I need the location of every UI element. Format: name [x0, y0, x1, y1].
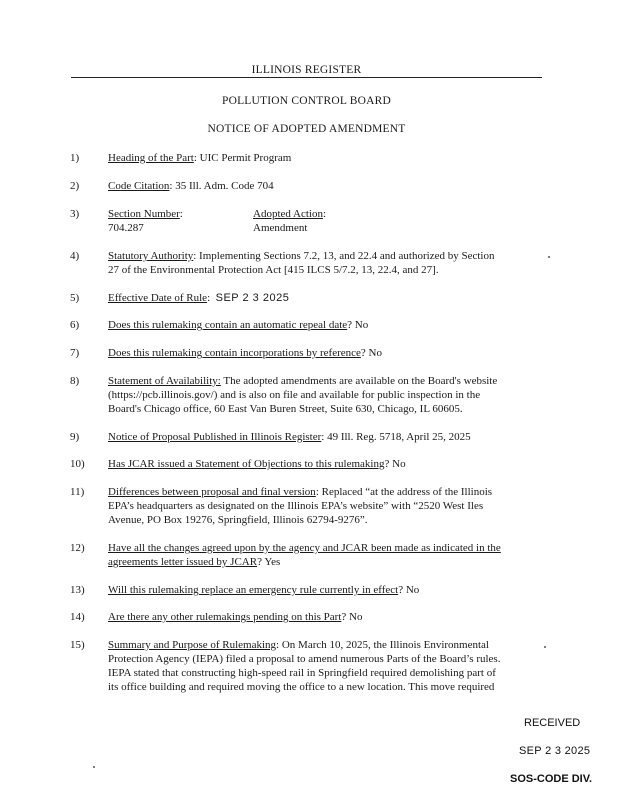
item-number: 5)	[70, 292, 80, 304]
item-number: 1)	[70, 152, 80, 164]
item-value: ? Yes	[257, 556, 281, 568]
item-value: ? No	[398, 584, 420, 596]
item-label: Statement of Availability:	[108, 375, 221, 387]
scan-speck	[93, 766, 95, 768]
item-text: Avenue, PO Box 19276, Springfield, Illinois 62794-9276”.	[108, 514, 368, 526]
adopted-action-label: Adopted Action	[253, 208, 323, 220]
received-stamp-date: SEP 2 3 2025	[519, 745, 591, 757]
section-number-value: 704.287	[108, 222, 144, 234]
colon: :	[322, 208, 327, 220]
item-summary	[70, 638, 550, 696]
item-text: EPA’s headquarters as designated on the Illinois EPA’s website” with “2520 West Iles	[108, 500, 484, 512]
item-value: : 35 Ill. Adm. Code 704	[169, 180, 274, 192]
item-number: 6)	[70, 319, 80, 331]
item-value: : UIC Permit Program	[193, 152, 292, 164]
register-title: ILLINOIS REGISTER	[251, 64, 362, 76]
item-value: : 49 Ill. Reg. 5718, April 25, 2025	[321, 431, 471, 443]
item-label: Heading of the Part	[108, 152, 194, 164]
item-text: (https://pcb.illinois.gov/) and is also on file and available for public inspection in the	[108, 389, 481, 401]
item-number: 14)	[70, 611, 85, 623]
effective-date-stamp: SEP 2 3 2025	[215, 292, 290, 304]
item-number: 2)	[70, 180, 80, 192]
item-jcar-changes	[70, 541, 550, 571]
item-number: 7)	[70, 347, 80, 359]
item-text: 27 of the Environmental Protection Act [415 ILCS 5/7.2, 13, 22.4, and 27].	[108, 264, 439, 276]
received-stamp-division: SOS-CODE DIV.	[510, 773, 593, 785]
item-value: ? No	[360, 347, 382, 359]
item-value: ? No	[341, 611, 363, 623]
scan-speck	[548, 256, 550, 258]
item-text: Protection Agency (IEPA) filed a proposal to amend numerous Parts of the Board’s rules.	[108, 653, 501, 665]
item-text: Board's Chicago office, 60 East Van Buren Street, Suite 630, Chicago, IL 60605.	[108, 403, 463, 415]
item-text: IEPA stated that constructing high-speed rail in Springfield required demolishing part of	[108, 667, 496, 679]
item-number: 9)	[70, 431, 80, 443]
board-name: POLLUTION CONTROL BOARD	[221, 95, 391, 107]
item-label: Has JCAR issued a Statement of Objections to this rulemaking	[108, 458, 385, 470]
item-label: Effective Date of Rule	[108, 292, 208, 304]
item-label: Does this rulemaking contain an automatic repeal date	[108, 319, 348, 331]
item-availability	[70, 374, 550, 418]
item-label: Notice of Proposal Published in Illinois Register	[108, 431, 322, 443]
item-text: : On March 10, 2025, the Illinois Environmental	[276, 639, 489, 651]
item-label: Statutory Authority	[108, 250, 194, 262]
item-text: : Implementing Sections 7.2, 13, and 22.4 and authorized by Section	[193, 250, 495, 262]
item-number: 12)	[70, 542, 85, 554]
item-number: 8)	[70, 375, 80, 387]
item-value: ? No	[384, 458, 406, 470]
item-section-number	[70, 207, 550, 237]
notice-title: NOTICE OF ADOPTED AMENDMENT	[207, 123, 406, 135]
adopted-action-value: Amendment	[253, 222, 308, 234]
colon: :	[207, 292, 211, 304]
section-number-label: Section Number	[108, 208, 180, 220]
item-number: 13)	[70, 584, 85, 596]
item-label: Does this rulemaking contain incorporations by reference	[108, 347, 361, 359]
item-label: Code Citation	[108, 180, 170, 192]
item-label: Will this rulemaking replace an emergency rule currently in effect	[108, 584, 399, 596]
received-stamp-label: RECEIVED	[524, 717, 581, 729]
header-rule	[71, 77, 542, 78]
item-label: Have all the changes agreed upon by the agency and JCAR been made as indicated in the	[108, 542, 501, 554]
item-number: 10)	[70, 458, 85, 470]
item-number: 15)	[70, 639, 85, 651]
item-value: ? No	[347, 319, 369, 331]
item-number: 3)	[70, 208, 80, 220]
item-number: 4)	[70, 250, 80, 262]
item-text: its office building and required moving the office to a new location. This move required	[108, 681, 495, 693]
item-statutory-authority	[70, 249, 550, 279]
item-text: : Replaced “at the address of the Illinois	[315, 486, 493, 498]
item-number: 11)	[70, 486, 85, 498]
item-text: The adopted amendments are available on the Board's website	[220, 375, 498, 387]
colon: :	[179, 208, 183, 220]
item-label: agreements letter issued by JCAR	[108, 556, 258, 568]
item-label: Summary and Purpose of Rulemaking	[108, 639, 277, 651]
item-label: Differences between proposal and final version	[108, 486, 316, 498]
item-differences	[70, 485, 550, 529]
scan-speck	[544, 646, 546, 648]
item-label: Are there any other rulemakings pending on this Part	[108, 611, 342, 623]
